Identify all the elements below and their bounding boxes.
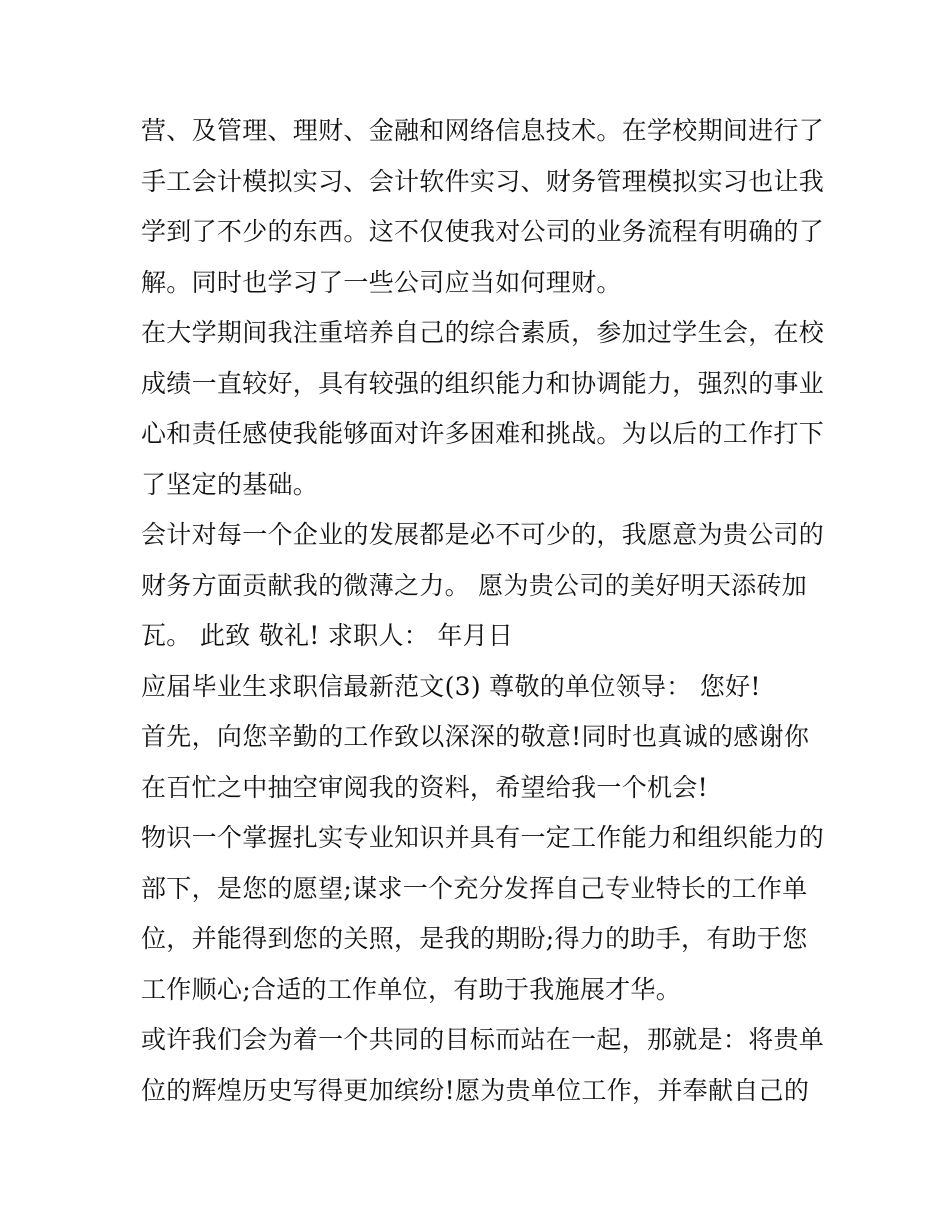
text-line: 了坚定的基础。 bbox=[141, 469, 319, 499]
text-line: 财务方面贡献我的微薄之力。 愿为贵公司的美好明天添砖加 bbox=[141, 570, 808, 600]
text-line: 在百忙之中抽空审阅我的资料，希望给我一个机会! bbox=[141, 772, 708, 802]
text-line: 首先，向您辛勤的工作致以深深的敬意!同时也真诚的感谢你 bbox=[141, 722, 810, 751]
text-line: 心和责任感使我能够面对许多困难和挑战。为以后的工作打下 bbox=[141, 419, 825, 448]
text-line: 成绩一直较好，具有较强的组织能力和协调能力，强烈的事业 bbox=[141, 368, 825, 398]
text-line: 在大学期间我注重培养自己的综合素质，参加过学生会，在校 bbox=[141, 318, 825, 347]
text-line: 位，并能得到您的关照，是我的期盼;得力的助手，有助于您 bbox=[141, 924, 808, 953]
text-line: 瓦。 此致 敬礼! 求职人： 年月日 bbox=[141, 621, 514, 650]
text-line: 应届毕业生求职信最新范文(3) 尊敬的单位领导： 您好! bbox=[141, 671, 761, 701]
text-line: 解。同时也学习了一些公司应当如何理财。 bbox=[141, 267, 622, 297]
text-line: 位的辉煌历史写得更加缤纷!愿为贵单位工作，并奉献自己的 bbox=[141, 1075, 810, 1105]
text-line: 手工会计模拟实习、会计软件实习、财务管理模拟实习也让我 bbox=[141, 166, 825, 196]
text-line: 部下，是您的愿望;谋求一个充分发挥自己专业特长的工作单 bbox=[141, 873, 808, 903]
body-text bbox=[141, 106, 825, 1116]
text-line: 会计对每一个企业的发展都是必不可少的，我愿意为贵公司的 bbox=[141, 520, 825, 549]
text-line: 工作顺心;合适的工作单位，有助于我施展才华。 bbox=[141, 974, 682, 1004]
text-line: 物识一个掌握扎实专业知识并具有一定工作能力和组织能力的 bbox=[141, 823, 825, 852]
text-line: 学到了不少的东西。这不仅使我对公司的业务流程有明确的了 bbox=[141, 217, 825, 246]
text-line: 或许我们会为着一个共同的目标而站在一起，那就是：将贵单 bbox=[141, 1025, 825, 1054]
text-line: 营、及管理、理财、金融和网络信息技术。在学校期间进行了 bbox=[141, 116, 825, 145]
